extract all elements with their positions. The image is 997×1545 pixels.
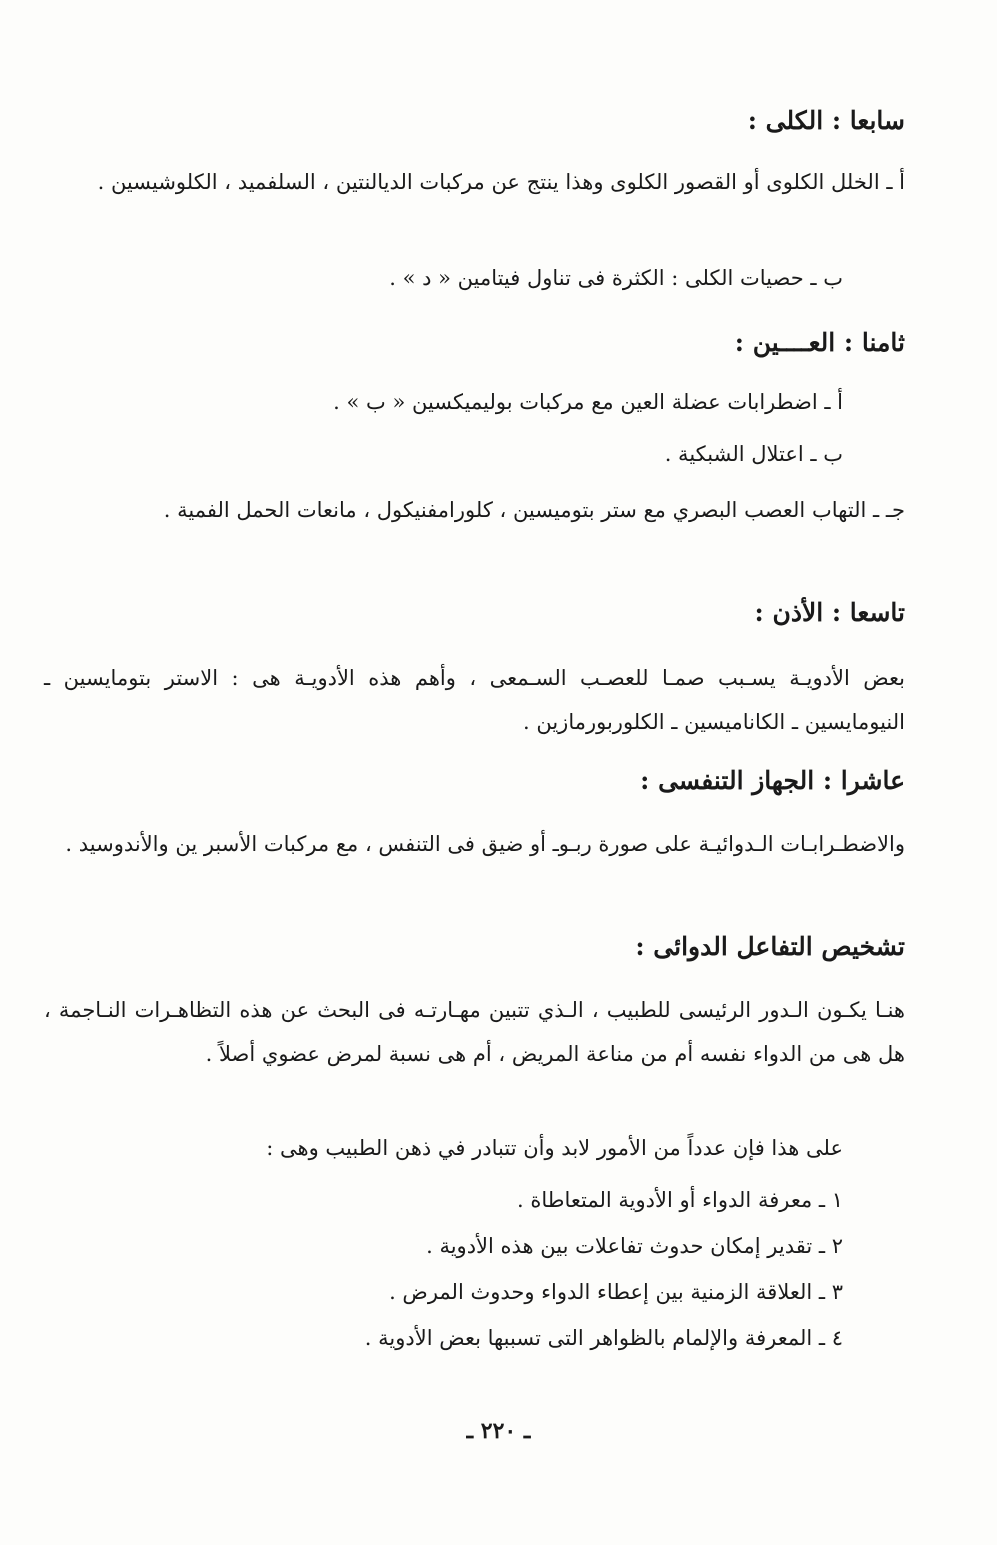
section-heading-ear: تاسعا : الأذن : bbox=[754, 598, 905, 627]
kidney-item-a: أ ـ الخلل الكلوى أو القصور الكلوى وهذا ينتج عن مركبات الديالنتين ، السلفميد ، الكلوشيسين . bbox=[97, 170, 905, 194]
section-heading-respiratory: عاشرا : الجهاز التنفسى : bbox=[640, 766, 905, 795]
diagnosis-list-item: ٣ ـ العلاقة الزمنية بين إعطاء الدواء وحدوث المرض . bbox=[389, 1280, 843, 1304]
page-number: ـ ٢٢٠ ـ bbox=[466, 1418, 531, 1444]
section-heading-eye: ثامنا : العــــين : bbox=[734, 328, 905, 357]
diagnosis-intro: على هذا فإن عدداً من الأمور لابد وأن تتبادر في ذهن الطبيب وهى : bbox=[266, 1136, 843, 1160]
ear-paragraph: بعض الأدويـة يسـبب صمـا للعصـب السـمعى ، وأهم هذه الأدويـة هى : الاستر بتومايسين ـ النيومايسين ـ الكانامیسین ـ الكلوربورمازين . bbox=[44, 666, 905, 734]
eye-item-b: ب ـ اعتلال الشبكية . bbox=[664, 442, 843, 466]
eye-item-a: أ ـ اضطرابات عضلة العين مع مركبات بوليميكسين « ب » . bbox=[333, 390, 843, 414]
kidney-item-b: ب ـ حصيات الكلى : الكثرة فى تناول فيتامين « د » . bbox=[389, 266, 843, 290]
diagnosis-list-item: ٤ ـ المعرفة والإلمام بالظواهر التى تسببها بعض الأدوية . bbox=[364, 1326, 843, 1350]
section-heading-diagnosis: تشخيص التفاعل الدوائى : bbox=[635, 932, 905, 961]
respiratory-paragraph: والاضطـرابـات الـدوائيـة على صورة ربـوـ أو ضيق فى التنفس ، مع مركبات الأسبر ين والأندوسيد . bbox=[65, 832, 905, 856]
diagnosis-list-item: ١ ـ معرفة الدواء أو الأدوية المتعاطاة . bbox=[517, 1188, 843, 1212]
diagnosis-paragraph: هنـا يكـون الـدور الرئيسى للطبيب ، الـذي تتبين مهـارتـه فى البحث عن هذه التظاهـرات النـاجمة ، هل هى من الدواء نفسه أم من مناعة المريض ، أم هى نسبة لمرض عضوي أصلاً . bbox=[44, 998, 905, 1066]
section-heading-kidney: سابعا : الكلى : bbox=[747, 106, 905, 135]
diagnosis-list-item: ٢ ـ تقدير إمكان حدوث تفاعلات بين هذه الأدوية . bbox=[426, 1234, 843, 1258]
eye-item-c: جـ ـ التهاب العصب البصري مع ستر بتوميسين ، كلورامفنيكول ، مانعات الحمل الفمية . bbox=[163, 498, 905, 522]
